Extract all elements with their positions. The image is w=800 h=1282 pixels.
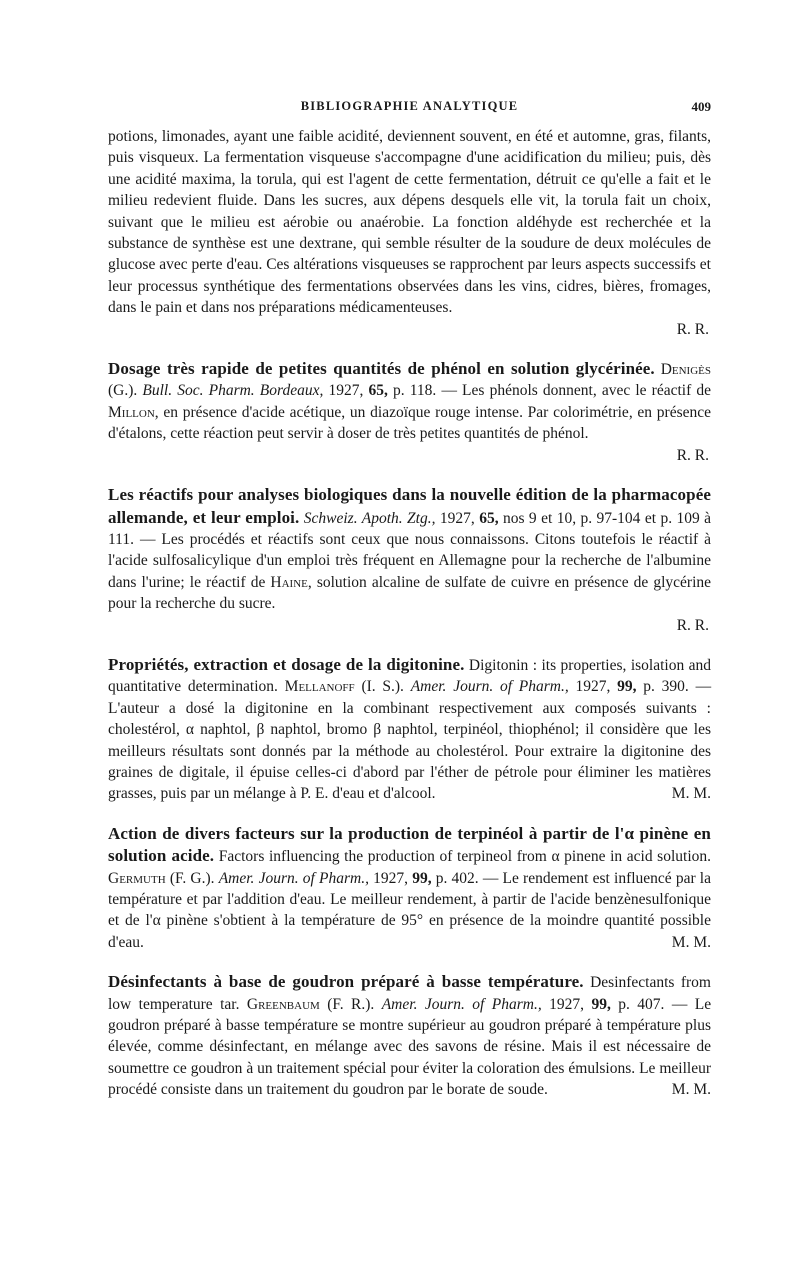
intro-text: potions, limonades, ayant une faible acidité, deviennent souvent, en été et automne, gras, filants, puis visqueux. La fermentation visqueuse s'accompagne d'une acidification du milieu; puis, dès une acidité maxima, la torula, qui est l'agent de cette fermentation, détruit ce qu'elle a fait et le milieu redevient fluide. Dans les sucres, aux dépens desquels elle vit, la torula fait un choix, suivant que le milieu est aérobie ou anaérobie. La fonction aldéhyde est recherchée et la substance de synthèse est une dextrane, qui semble résulter de la soudure de deux molécules de glucose avec perte d'eau. Ces altérations visqueuses se rapprochent par leurs aspects successifs et leur processus synthétique des fermentations observées dans les vins, cidres, bières, fromages, dans le pain et dans nos préparations médicamenteuses. xyxy=(108,128,711,317)
article-author-initial: (F. R.). xyxy=(327,995,375,1013)
article-cited-name: Haine xyxy=(270,573,308,591)
article-author-initial: (I. S.). xyxy=(361,678,404,696)
page xyxy=(108,96,711,1101)
intro-paragraph xyxy=(108,126,711,340)
article-pages: p. 118. xyxy=(393,382,437,400)
article-author: Mellanoff xyxy=(284,678,355,696)
article-journal: Amer. Journ. of Pharm., xyxy=(410,678,569,696)
article-reactifs xyxy=(108,484,711,636)
article-desinfectants xyxy=(108,971,711,1100)
article-year: 1927, xyxy=(575,678,611,696)
page-number: 409 xyxy=(691,99,711,114)
article-title: Action de divers facteurs sur la production de terpinéol à partir de l'α pinène en solution acide. xyxy=(108,823,711,866)
article-volume: 65, xyxy=(368,382,388,400)
article-author: Denigès xyxy=(660,361,712,379)
article-signature: M. M. xyxy=(671,785,711,803)
article-year: 1927, xyxy=(439,509,475,527)
article-signature: M. M. xyxy=(671,1081,711,1099)
article-digitonine xyxy=(108,654,711,805)
article-title-en: Factors influencing the production of terpineol from α pinene in acid solution. xyxy=(218,848,712,866)
article-pages: p. 407. xyxy=(618,995,665,1013)
article-volume: 99, xyxy=(617,678,637,696)
article-title-en: Desinfectants from low temperature tar. xyxy=(108,974,711,1013)
article-year: 1927, xyxy=(373,869,409,887)
running-head-title: BIBLIOGRAPHIE ANALYTIQUE xyxy=(300,99,519,113)
article-title: Dosage très rapide de petites quantités de phénol en solution glycérinée. xyxy=(108,359,655,379)
intro-signature: R. R. xyxy=(676,320,709,338)
article-body-cont: , en présence d'acide acétique, un diazoïque rouge intense. Par colorimétrie, en présence d'étalons, cette réaction peut servir à doser de très petites quantités de phénol. xyxy=(108,403,711,443)
article-journal: Schweiz. Apoth. Ztg., xyxy=(303,509,436,527)
article-title: Désinfectants à base de goudron préparé à basse température. xyxy=(108,972,584,992)
article-terpineol xyxy=(108,823,711,953)
article-journal: Bull. Soc. Pharm. Bordeaux, xyxy=(142,382,324,400)
article-journal: Amer. Journ. of Pharm., xyxy=(218,869,369,887)
article-title: Les réactifs pour analyses biologiques dans la nouvelle édition de la pharmacopée allemande, et leur emploi. xyxy=(108,485,711,527)
article-pages: p. 402. xyxy=(435,869,479,887)
running-head xyxy=(108,96,711,120)
article-author-initial: (F. G.). xyxy=(169,869,215,887)
article-title-en: Digitonin : its properties, isolation and quantitative determination. xyxy=(108,656,712,696)
article-pages: p. 390. xyxy=(643,678,689,696)
article-body: — Le goudron préparé à basse température se montre supérieur au goudron préparé à température plus élevée, comme désinfectant, en mélange avec des savons de résine. Mais il est nécessaire de soumettre ce goudron à un traitement spécial pour éviter la coloration des émulsions. Le meilleur procédé consiste dans un traitement du goudron par le borate de soude. xyxy=(108,995,712,1099)
article-pages: nos 9 et 10, p. 97-104 et p. 109 à 111. xyxy=(108,509,712,548)
article-cited-name: Millon xyxy=(108,403,155,421)
article-body: — L'auteur a dosé la digitonine en la combinant respectivement aux composés suivants : cholestérol, α naphtol, β naphtol, bromo β naphtol, terpinéol, thiophénol; il considère que les meilleurs résultats sont donnés par la méthode au cholestérol. Pour extraire la digitonine des graines de digitale, il épuise celles-ci d'abord par l'éther de pétrole pour éliminer les matières grasses, puis par un mélange à P. E. d'eau et d'alcool. xyxy=(108,678,712,803)
article-title: Propriétés, extraction et dosage de la digitonine. xyxy=(108,654,465,674)
article-year: 1927, xyxy=(549,995,585,1013)
article-volume: 65, xyxy=(479,509,499,527)
article-author-initial: (G.). xyxy=(108,382,138,400)
article-body: — Les procédés et réactifs sont ceux que nous connaissons. Citons toutefois le réactif à l'acide sulfosalicylique d'un emploi très fréquent en Allemagne pour la recherche de l'albumine dans l'urine; le réactif de xyxy=(108,530,712,591)
article-body-cont: , solution alcaline de sulfate de cuivre en présence de glycérine pour la recherche du sucre. xyxy=(108,573,712,613)
article-signature: R. R. xyxy=(676,446,709,464)
article-signature: M. M. xyxy=(671,933,711,951)
article-journal: Amer. Journ. of Pharm., xyxy=(381,995,542,1013)
article-author: Germuth xyxy=(108,869,166,887)
article-signature: R. R. xyxy=(676,616,709,634)
article-phenol xyxy=(108,358,711,466)
article-year: 1927, xyxy=(328,382,364,400)
article-volume: 99, xyxy=(591,995,611,1013)
article-author: Greenbaum xyxy=(246,995,320,1013)
article-body: — Le rendement est influencé par la température et par l'addition d'eau. Le meilleur rendement, à partir de l'acide benzènesulfonique et de l'α pinène s'obtient à la température de 95° en présence de la moindre quantité possible d'eau. xyxy=(108,869,711,951)
article-volume: 99, xyxy=(412,869,432,887)
article-body: — Les phénols donnent, avec le réactif de xyxy=(441,382,711,400)
